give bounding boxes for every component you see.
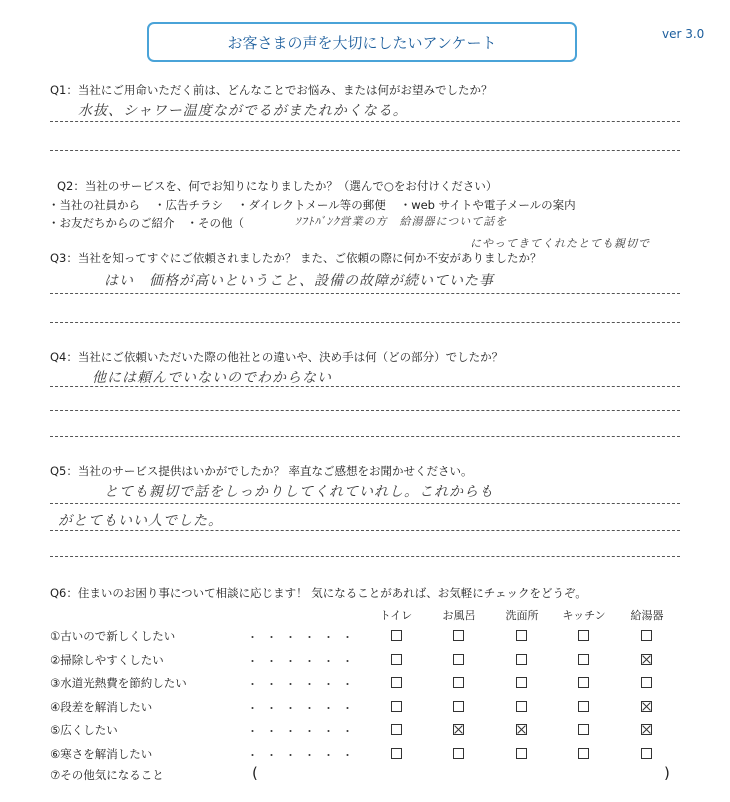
- q6-other-label: ⑦その他気になること: [50, 768, 164, 782]
- answer-line: [50, 150, 680, 151]
- checkbox-給湯器[interactable]: [641, 748, 652, 759]
- q6-other-paren-close: ): [664, 764, 670, 782]
- q1-question: Q1：当社にご用命いただく前は、どんなことでお悩み、または何がお望みでしたか？: [50, 83, 493, 97]
- checkbox-洗面所[interactable]: [516, 701, 527, 712]
- q6-other-paren-open: (: [252, 764, 258, 782]
- survey-title: お客さまの声を大切にしたいアンケート: [147, 22, 577, 62]
- column-header-toilet: トイレ: [379, 609, 413, 622]
- q2-question: Q2：当社のサービスを、何でお知りになりましたか？（選んで○をお付けください）: [57, 179, 498, 193]
- q2-option-direct-mail[interactable]: ・ダイレクトメール等の郵便: [237, 198, 386, 212]
- answer-line: [50, 530, 680, 531]
- checkbox-お風呂[interactable]: [453, 724, 464, 735]
- checkbox-キッチン[interactable]: [578, 677, 589, 688]
- checkbox-キッチン[interactable]: [578, 654, 589, 665]
- q4-question: Q4：当社にご依頼いただいた際の他社との違いや、決め手は何（どの部分）でしたか？: [50, 350, 504, 364]
- q6-row-label: ⑥寒さを解消したい: [50, 746, 153, 761]
- q2-other-answer: ｿﾌﾄﾊﾞﾝｸ営業の方 給湯器について話を: [295, 215, 508, 228]
- checkbox-キッチン[interactable]: [578, 701, 589, 712]
- answer-line: [50, 121, 680, 122]
- column-header-water-heater: 給湯器: [630, 609, 664, 622]
- leader-dots: ・・・・・・: [247, 701, 361, 715]
- checkbox-洗面所[interactable]: [516, 630, 527, 641]
- q2-option-other[interactable]: ・その他（: [186, 216, 244, 230]
- answer-line: [50, 556, 680, 557]
- q6-row-label: ③水道光熱費を節約したい: [50, 676, 187, 690]
- version-label: ver 3.0: [662, 27, 705, 41]
- answer-line: [50, 293, 680, 294]
- column-header-kitchen: キッチン: [562, 609, 606, 622]
- q2-option-web[interactable]: ・web サイトや電子メールの案内: [399, 198, 576, 212]
- q2-option-employee[interactable]: ・当社の社員から: [48, 198, 140, 212]
- checkbox-洗面所[interactable]: [516, 724, 527, 735]
- q3-answer: はい 価格が高いということ、設備の故障が続いていた事: [104, 273, 494, 289]
- checkbox-トイレ[interactable]: [391, 748, 402, 759]
- checkbox-お風呂[interactable]: [453, 677, 464, 688]
- q6-row-label: ②掃除しやすくしたい: [50, 652, 164, 667]
- q2-options-row2: [48, 215, 244, 231]
- answer-line: [50, 503, 680, 504]
- checkbox-トイレ[interactable]: [391, 654, 402, 665]
- checkbox-洗面所[interactable]: [516, 677, 527, 688]
- answer-line: [50, 436, 680, 437]
- leader-dots: ・・・・・・: [247, 725, 361, 738]
- column-header-bath: お風呂: [442, 609, 476, 622]
- answer-line: [50, 322, 680, 323]
- checkbox-給湯器[interactable]: [641, 677, 652, 688]
- checkbox-お風呂[interactable]: [453, 701, 464, 712]
- checkbox-キッチン[interactable]: [578, 724, 589, 735]
- q5-answer-line2: がとてもいい人でした。: [58, 513, 223, 529]
- checkbox-洗面所[interactable]: [516, 654, 527, 665]
- q4-answer: 他には頼んでいないのでわからない: [92, 370, 332, 386]
- q6-row-label: ⑤広くしたい: [50, 723, 118, 737]
- q2-option-friend[interactable]: ・お友だちからのご紹介: [48, 216, 175, 230]
- q1-answer: 水抜、シャワー温度ながでるがまたれかくなる。: [78, 103, 408, 119]
- leader-dots: ・・・・・・: [247, 654, 361, 668]
- q5-answer-line1: とても親切で話をしっかりしてくれていれし。これからも: [104, 484, 494, 500]
- checkbox-お風呂[interactable]: [453, 630, 464, 641]
- column-header-washroom: 洗面所: [505, 609, 539, 622]
- checkbox-給湯器[interactable]: [641, 654, 652, 665]
- checkbox-トイレ[interactable]: [391, 724, 402, 735]
- q3-question: Q3：当社を知ってすぐにご依頼されましたか？ また、ご依頼の際に何か不安がありましたか？: [50, 251, 542, 265]
- checkbox-給湯器[interactable]: [641, 724, 652, 735]
- checkbox-給湯器[interactable]: [641, 630, 652, 641]
- q2-options-row1: [48, 197, 718, 213]
- checkbox-トイレ[interactable]: [391, 630, 402, 641]
- q5-question: Q5：当社のサービス提供はいかがでしたか？ 率直なご感想をお聞かせください。: [50, 464, 473, 478]
- checkbox-トイレ[interactable]: [391, 677, 402, 688]
- answer-line: [50, 410, 680, 411]
- checkbox-トイレ[interactable]: [391, 701, 402, 712]
- q2-other-answer-line2: にやってきてくれたとても親切で: [470, 237, 650, 250]
- checkbox-キッチン[interactable]: [578, 748, 589, 759]
- answer-line: [50, 386, 680, 387]
- checkbox-給湯器[interactable]: [641, 701, 652, 712]
- checkbox-お風呂[interactable]: [453, 654, 464, 665]
- checkbox-お風呂[interactable]: [453, 748, 464, 759]
- q6-question: Q6：住まいのお困り事について相談に応じます！ 気になることがあれば、お気軽にチェックをどうぞ。: [50, 586, 587, 600]
- q2-option-flyer[interactable]: ・広告チラシ: [154, 198, 223, 212]
- checkbox-キッチン[interactable]: [578, 630, 589, 641]
- leader-dots: ・・・・・・: [247, 678, 361, 691]
- checkbox-洗面所[interactable]: [516, 748, 527, 759]
- q6-row-label: ①古いので新しくしたい: [50, 629, 176, 643]
- leader-dots: ・・・・・・: [247, 631, 361, 644]
- q6-row-label: ④段差を解消したい: [50, 699, 153, 714]
- leader-dots: ・・・・・・: [247, 748, 361, 762]
